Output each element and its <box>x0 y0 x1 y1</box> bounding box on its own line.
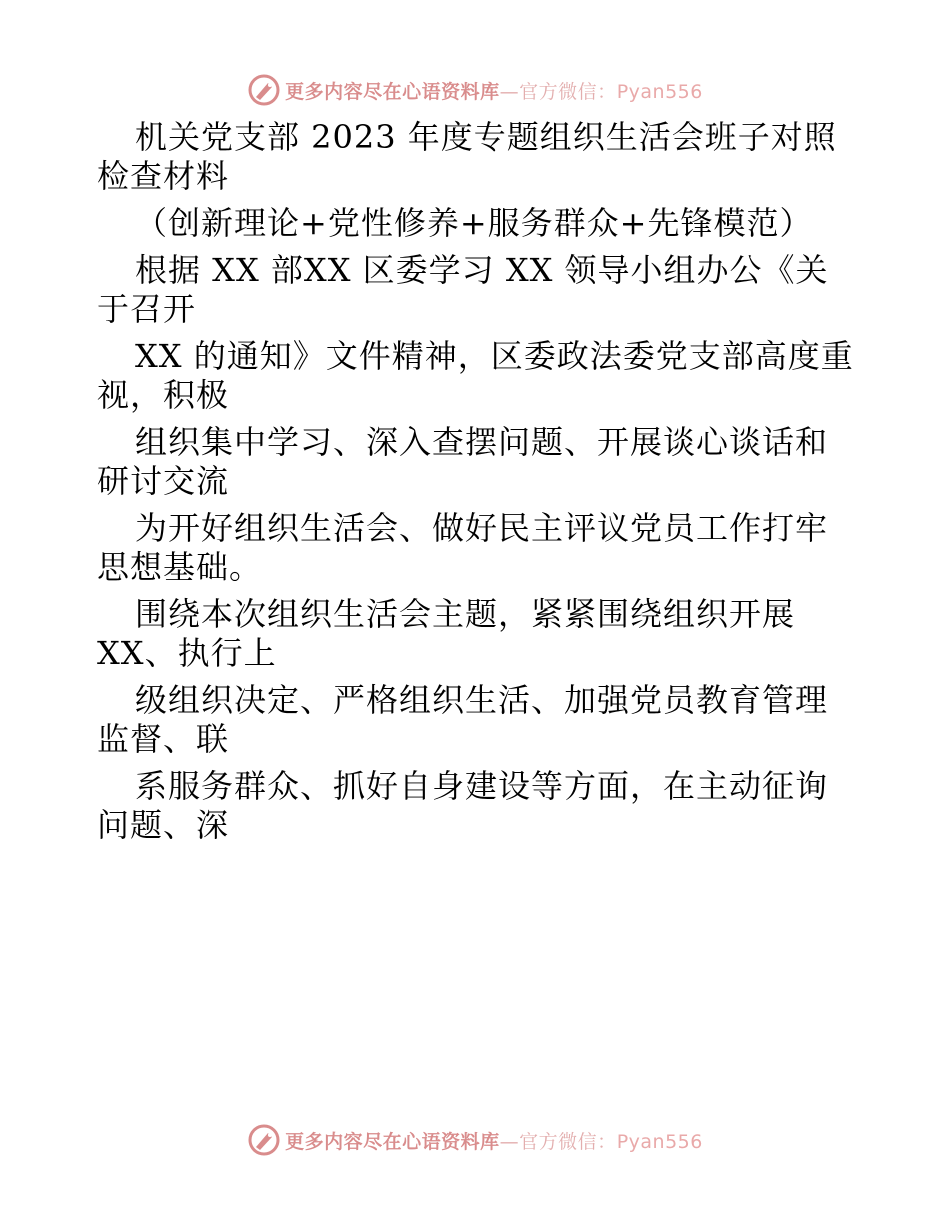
watermark-main: 更多内容尽在心语资料库 <box>285 80 500 103</box>
paragraph: 级组织决定、严格组织生活、加强党员教育管理监督、联 <box>97 681 829 758</box>
pen-logo-icon <box>247 73 281 107</box>
footer-watermark <box>0 1120 950 1160</box>
pen-logo-icon <box>247 1123 281 1157</box>
paragraph: 围绕本次组织生活会主题，紧紧围绕组织开展 XX、执行上 <box>97 595 796 672</box>
paragraph: 为开好组织生活会、做好民主评议党员工作打牢思想基础。 <box>97 509 829 586</box>
watermark-id: Pyan556 <box>616 1130 703 1153</box>
document-subtitle: （创新理论+党性修养+服务群众+先锋模范） <box>135 204 813 242</box>
header-watermark <box>0 70 950 110</box>
watermark-sub: 官方微信： <box>519 80 617 103</box>
watermark-text <box>285 77 703 104</box>
document-body <box>97 118 857 853</box>
watermark-sub: 官方微信： <box>519 1130 617 1153</box>
watermark-id: Pyan556 <box>616 80 703 103</box>
watermark-text <box>285 1127 703 1154</box>
watermark-separator: — <box>499 80 520 103</box>
paragraph: 根据 XX 部XX 区委学习 XX 领导小组办公《关于召开 <box>97 251 829 328</box>
paragraph: 组织集中学习、深入查摆问题、开展谈心谈话和研讨交流 <box>97 423 829 500</box>
paragraph: XX 的通知》文件精神，区委政法委党支部高度重视，积极 <box>97 337 854 414</box>
watermark-main: 更多内容尽在心语资料库 <box>285 1130 500 1153</box>
document-title: 机关党支部 2023 年度专题组织生活会班子对照检查材料 <box>97 118 837 195</box>
watermark-separator: — <box>499 1130 520 1153</box>
paragraph: 系服务群众、抓好自身建设等方面，在主动征询问题、深 <box>97 767 829 844</box>
